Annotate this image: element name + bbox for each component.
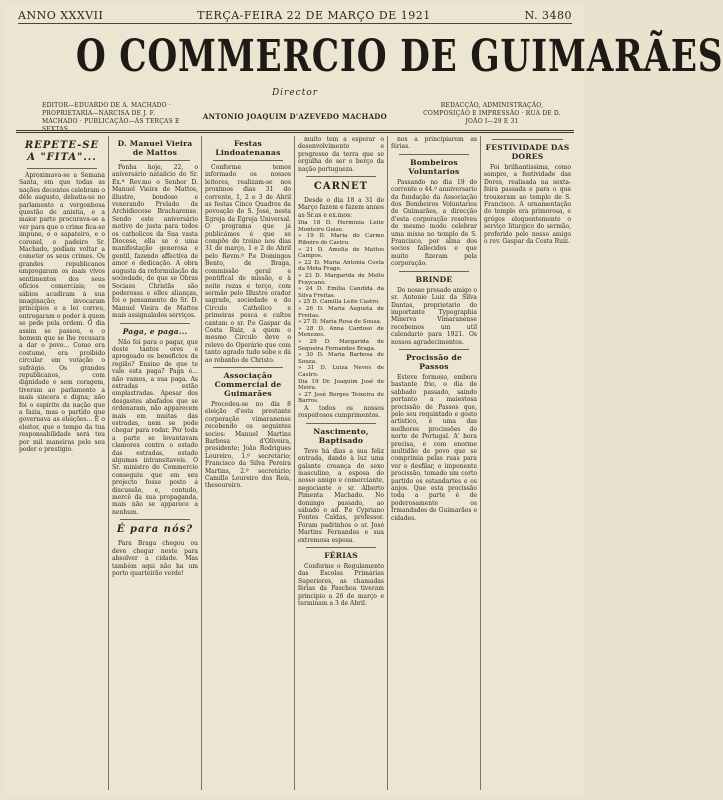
list-item: Dia 19 Dr. Joaquim José de Meira. (298, 378, 384, 392)
divider (399, 349, 469, 350)
divider (120, 323, 190, 324)
list-item: » 23 D. Margarida de Mello Fraycano. (298, 273, 384, 286)
list-item: Dia 18 D. Herminia Leite Monteiro Guise. (298, 220, 384, 233)
divider (306, 176, 376, 177)
masthead-title: O COMMERCIO DE GUIMARÃES (75, 31, 723, 82)
article-body: Para Braga chegou ou deve chegar neste para absolver a cidade. Mas também aqui não ha um porto quarteirão verde! (112, 540, 198, 577)
article-title: BRINDE (415, 274, 453, 284)
article-title: CARNET (313, 181, 369, 193)
article-title: Procissão de Passos (405, 352, 462, 371)
list-item: » 25 D. Camilla Leite Castro. (298, 299, 380, 306)
list-item: » 24 D. Emilia Candida da Silva Freitas. (298, 286, 384, 299)
article-body: Passando no dia 19 do corrente o 44.º anniversario da fundação da Associação dos Bombeiros Voluntarios de Guimarães, a direcção d'esta corporação resolveu de mesmo modo celebrar uma missa no templo de S. Francisco, por alma dos socios fallecidos e que muito fizeram pela corporação. (391, 178, 477, 268)
article-body: Foi brilhantissima, como sempre, a festividade das Dores, realisada na sexta-feira passada e para o que trouxeram ao templo de S. Francisco. A ornamentação do templo era primorosa, e grégos eloquentemente o serviço liturgico do sermão, proferido pelo nosso amigo o rev. Gaspar da Costa Ruiz. (484, 164, 571, 246)
article-body: nos a principiarem as férias. (391, 136, 477, 151)
column-4 (295, 136, 388, 790)
article-body: Conforme temos informado os nossos leitores, realizam-se nos proximos dias 31 do corrente, 1, 2 e 3 de Abril as festas Cinco Quadros da povoação de S. José, nesta Egreja da Egreja Universal. O programa que já publicámos é que se compõe de treino nos dias 31 de março, 1 e 2 de Abril pelo Revm.º P.e Domingos Bento, de Braga, commissão geral e pontifical de missão, e à noite rezas e terço, com sermão pelo Illustre orador sagrado, sociedade e do Circulo Catholico e primeiras pesca e cultos cantam o sr. P.e Gaspar da Costa Ruiz, a quem o mesmo Circulo deve o relevo do Operário que com tanto agrado tudo sobe e dá ao rebanho de Christo. (205, 164, 291, 364)
article-body: Não foi para o pagar, que deste tantos ores e apregoado os beneficios da região? Ensino de que te vale esta paga? Paga é... não vamos, a sua paga. As estradas estão emplastradas. Apesar dos desgastes abafados que se ordenaram, não apparecem mais em muitas das estradas, nem se pode chegar para rodar. Por toda a parte se levantavam clamores contra o estado das estradas, estado algumas intransitaveis. O Sr. ministro do Commercio conseguiu que em seu projecto fosse posto á discussão, e, contudo, mercê da sua propaganda, mais não se apparece a nenhum. (112, 338, 198, 516)
article-title: Bombeiros Voluntarios (408, 157, 460, 176)
header-rule (16, 130, 574, 133)
divider (306, 423, 376, 424)
list-item: » 29 D. Margarida de Sequeira Fernandes Braga. (298, 338, 384, 352)
divider (306, 547, 376, 548)
article-title: Nascimento, Baptisado (313, 426, 369, 445)
article-title: É para nós? (116, 524, 194, 536)
divider (213, 367, 283, 368)
article-body: Ponha hoje, 22, o aniversário natalício do Sr. Ex.ª Rev.mo o Senhor D. Manuel Vieira de Mattos, illustre, bondoso e venerando Prelado da Archidiocese Bracharense. Sendo este aniversário motivo de justa para todos os catholicos da Sua vasta Diocese, ella se é uma manifestação generosa e gentil, fazendo affectiva de amor e dedicação. A obra augusta da reformulação da sociedade, de que se Obras Sociaes Christãs são poderosas e elles alianças, foi o pensamento do Sr. D. Manuel Vieira de Mattos mais assignalados serviços. (112, 164, 198, 320)
article-title: FÉRIAS (324, 550, 358, 560)
list-item: » 27 José Borges Teixeira de Barros. (298, 391, 384, 405)
divider (120, 160, 190, 161)
imprint-address: REDACÇÃO, ADMINISTRAÇÃO, COMPOSIÇÃO E IMPRESSÃO · RUA DE D. JOÃO I—29 E 31 (423, 102, 561, 125)
issue-number: N. 3480 (524, 9, 572, 22)
header-strip (18, 8, 572, 24)
article-body: Conforme o Regulamento das Escolas Primárias Superiores, as chamadas férias da Paschoa tiveram principio a 26 de março e terminam a 3 de Abril. (298, 562, 384, 607)
year-label: ANNO XXXVII (18, 9, 104, 22)
article-body: muito tem a esperar o desenvolvimento e progresso da terra que se orgulha de ser o berço da nação portugueza. (298, 136, 384, 173)
article-body: Do nosso presado amigo o sr. Antonio Luiz da Silva Dantas, proprietario do importante Typographia Minerva Vimaranense recebemos um util calendario para 1921. Os nossos agradecimentos. (391, 286, 477, 346)
list-item: » 19 D. Maria do Carmo Ribeiro de Castro. (298, 233, 384, 247)
article-title: FESTIVIDADE DAS DORES (485, 143, 570, 161)
list-item: » 31 D. Luiza Neves de Castro. (298, 365, 384, 378)
article-title: Festas Lindoatenanas (215, 139, 281, 157)
article-body: Teve há dias a sua feliz entrada, dando à luz uma galante creança do sexo masculino, a esposa do nosso amigo e comerciante, negociante o sr. Alberto Pimenta Machado. No domingo passado, ao sábado o ad. P.e Cypriano Fontes Caldas, professor. Foram padrinhos o sr. José Martins Fernandes e sua extremosa esposa. (298, 447, 384, 544)
director-label: Director (271, 88, 319, 98)
divider (492, 139, 563, 140)
article-title: Paga, e paga... (122, 326, 188, 336)
list-item: » 21 D. Amelia de Mattos Campos. (298, 246, 384, 260)
article-columns (16, 136, 574, 790)
article-title: Associação Commercial de Guimarães (214, 370, 282, 398)
divider (213, 160, 283, 161)
date-label: TERÇA-FEIRA 22 DE MARÇO DE 1921 (197, 9, 431, 22)
divider (120, 519, 190, 520)
column-1 (16, 136, 109, 790)
list-item: » 26 D. Maria Augusta de Freitas. (298, 305, 384, 319)
article-body: Procedeu-se no dia 8 eleição d'esta prestante corporação vimaranense recebendo os seguintes socios: Manuel Martins Barbosa d'Oliveira, presidente; João Rodrigues Loureiro, 1.º secretário; Francisco da Silva Pereira Martins, 2.º secretário; Camillo Loureiro dos Reis, thesoureiro. (205, 400, 291, 490)
list-item: » 28 D. Anna Cardoso de Menezes. (298, 325, 384, 339)
newspaper-page (6, 4, 723, 796)
divider (399, 154, 469, 155)
list-item: » 22 D. Maria Antonia Costa da Mota Frage. (298, 259, 384, 273)
divider (27, 168, 97, 169)
column-2 (109, 136, 202, 790)
carnet-tail: A todos os nossos respeitosos cumprimentos. (298, 404, 384, 420)
column-5 (388, 136, 481, 790)
article-title: D. Manuel Vieira de Mattos (117, 139, 193, 157)
list-item: » 30 D. Maria Barbosa de Souza. (298, 352, 384, 365)
imprint-editor: EDITOR—EDUARDO DE A. MACHADO · PROPRIETARIA—NARCISA DE J. F. MACHADO · PUBLICAÇÃO—ÁS TERÇAS E SEXTAS (42, 102, 180, 133)
column-6 (481, 136, 574, 790)
director-name: ANTONIO JOAQUIM D'AZEVEDO MACHADO (202, 112, 388, 121)
article-title: REPETE-SE A "FITA"... (24, 140, 100, 163)
column-3 (202, 136, 295, 790)
divider (399, 271, 469, 272)
carnet-list (298, 220, 384, 405)
list-item: » 27 D. Maria Rosa de Sousa. (298, 319, 382, 326)
article-body: Aproximava-se a Semana Santa, em que todas as nações decentes celebram o dêle augusto, debatia-se no parlamento a vergonhosa questão de anistia, e a maior parte procurava-se a ver para que o crime fica-se impune, e o sapateiro, e o coronel, o padeiro Sr. Machado, podiam voltar a cometer os seus crimes. Os grandes republicanos empregaram os mais vivos sentimentos dos seus ofícios comerciais; os sábios acudiram à sua imaginação; invocaram princípios e a lei correu, entregaram o poder à quem se pede pela ordem. O dia assim se passou, e o homem que se lhe recusara a dar o povo... Como era costume, era proibido circular em votação o sufrágio. Os grandes republicanos, com dignidade e sem coragem, tiveram ao parlamento a mais sincera e digna; não foi o espírito da nação que a fazia, mas o partido que governava as eleições... E o eleitor, que o tempo da tua responsabilidade será teu por mil maneiras pelo seu poder e prestígio. (19, 172, 105, 454)
carnet-lead: Desde o dia 18 a 31 de Março fazem e fazem annos as Sr.as e ex.mos: (298, 197, 384, 219)
article-body: Esteve formoso, embora bastante frio, o dia de sabbado passado, saindo portanto a maiestosa procissão de Passos que, pelo seu requintado e gosto artístico, é uma das melhores procissões do norte de Portugal. A' hora precisa, e com enorme multidão de povo que se comprimia pelas ruas para ver e desfilar, o imponente procissão, tomado um certo partido os estandartes e os anjos. Que esta procissão toda a parte é de poderosamente os Irmandades de Guimarães e cidades. (391, 373, 477, 522)
